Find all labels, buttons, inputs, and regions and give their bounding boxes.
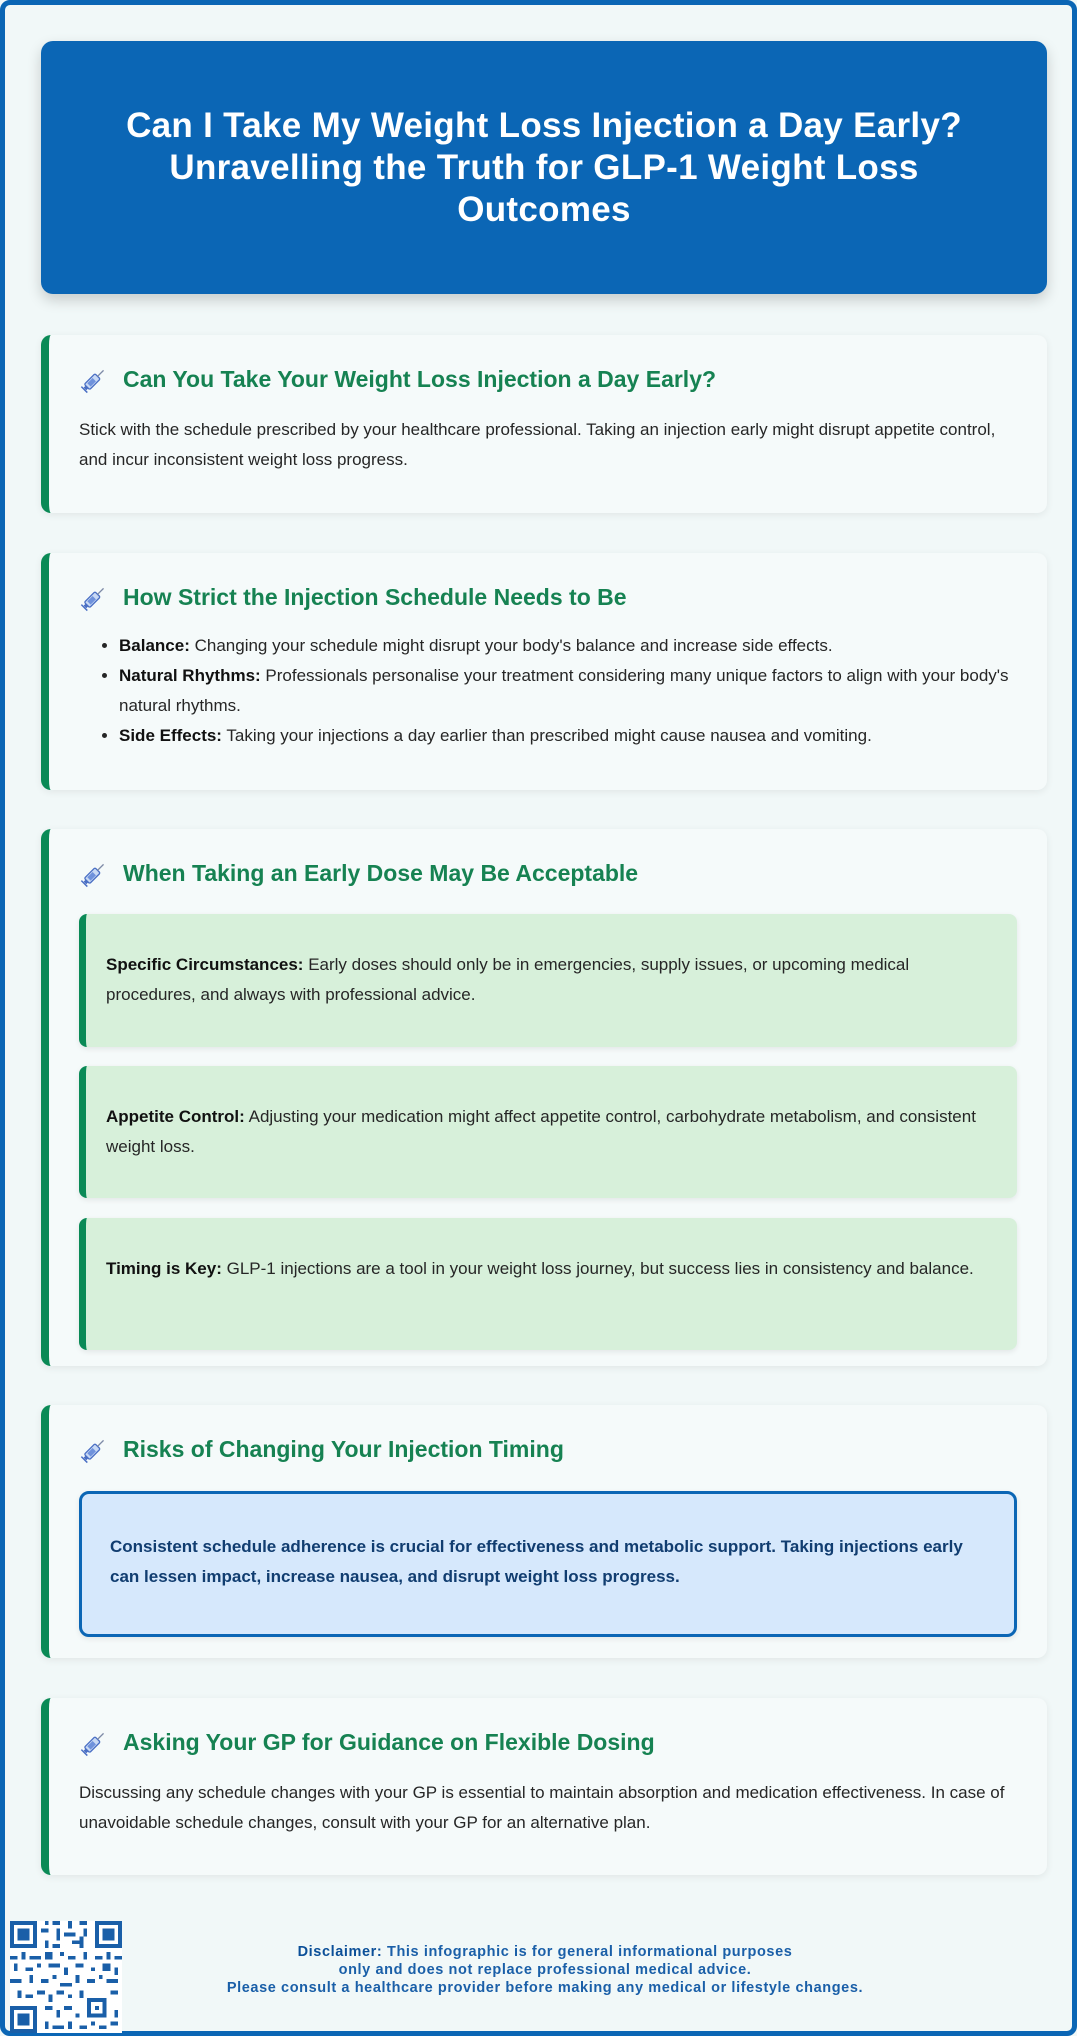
box-text: Early doses should only be in emergencies, supply issues, or upcoming medical procedures, and always with professional advice. bbox=[106, 955, 910, 1004]
item-text: Taking your injections a day earlier than prescribed might cause nausea and vomiting. bbox=[221, 726, 872, 745]
schedule-points-list bbox=[119, 631, 1017, 751]
disclaimer-label: Disclaimer: bbox=[297, 1944, 383, 1960]
section-header bbox=[79, 581, 1017, 613]
disclaimer-line: only and does not replace professional medical advice. bbox=[338, 1962, 752, 1978]
section-title: Asking Your GP for Guidance on Flexible Dosing bbox=[123, 1729, 655, 1755]
syringe-icon bbox=[79, 582, 109, 612]
section-header bbox=[79, 857, 1017, 889]
info-box-timing bbox=[79, 1218, 1017, 1350]
qr-code-icon[interactable] bbox=[10, 1921, 122, 2033]
risk-alert-box bbox=[79, 1491, 1017, 1637]
section-header bbox=[79, 1433, 1017, 1465]
section-strict-schedule bbox=[41, 553, 1047, 790]
item-label: Natural Rhythms: bbox=[119, 666, 261, 685]
page-title: Can I Take My Weight Loss Injection a Day Early? Unravelling the Truth for GLP-1 Weight Loss Outcomes bbox=[126, 105, 962, 229]
section-title: Risks of Changing Your Injection Timing bbox=[123, 1436, 564, 1462]
disclaimer bbox=[155, 1943, 935, 1997]
info-box-circumstances bbox=[79, 914, 1017, 1047]
item-text: Professionals personalise your treatment considering many unique factors to align with your body's natural rhythms. bbox=[119, 666, 1009, 715]
box-label: Specific Circumstances: bbox=[106, 955, 304, 974]
box-text: GLP-1 injections are a tool in your weight loss journey, but success lies in consistency and balance. bbox=[221, 1259, 974, 1278]
disclaimer-line: Please consult a healthcare provider before making any medical or lifestyle changes. bbox=[226, 1980, 864, 1996]
item-label: Balance: bbox=[119, 636, 190, 655]
list-item bbox=[119, 631, 1017, 661]
box-label: Appetite Control: bbox=[106, 1107, 245, 1126]
section-risks bbox=[41, 1405, 1047, 1658]
title-banner bbox=[41, 41, 1047, 294]
syringe-icon bbox=[79, 1727, 109, 1757]
syringe-icon bbox=[79, 364, 109, 394]
section-title: How Strict the Injection Schedule Needs to Be bbox=[123, 584, 627, 610]
section-header bbox=[79, 1726, 1017, 1758]
section-header bbox=[79, 363, 1017, 395]
info-box-appetite bbox=[79, 1066, 1017, 1198]
alert-text: Consistent schedule adherence is crucial for effectiveness and metabolic support. Taking injections early can lessen impact, increase nausea, and disrupt weight loss progress. bbox=[110, 1537, 963, 1586]
box-label: Timing is Key: bbox=[106, 1259, 222, 1278]
item-label: Side Effects: bbox=[119, 726, 222, 745]
section-title: When Taking an Early Dose May Be Acceptable bbox=[123, 860, 639, 886]
section-early-injection bbox=[41, 335, 1047, 513]
syringe-icon bbox=[79, 1434, 109, 1464]
disclaimer-text: This infographic is for general informational purposes bbox=[382, 1944, 793, 1960]
section-text: Stick with the schedule prescribed by your healthcare professional. Taking an injection early might disrupt appetite control, and incur inconsistent weight loss progress. bbox=[79, 420, 996, 469]
box-text: Adjusting your medication might affect appetite control, carbohydrate metabolism, and consistent weight loss. bbox=[106, 1107, 976, 1156]
footer bbox=[5, 1913, 1072, 2031]
section-title: Can You Take Your Weight Loss Injection a Day Early? bbox=[123, 366, 717, 392]
section-gp-guidance bbox=[41, 1698, 1047, 1875]
syringe-icon bbox=[79, 858, 109, 888]
section-text: Discussing any schedule changes with your GP is essential to maintain absorption and medication effectiveness. In case of unavoidable schedule changes, consult with your GP for an alternative plan. bbox=[79, 1783, 1005, 1832]
list-item bbox=[119, 721, 1017, 751]
disclaimer-line bbox=[155, 1943, 935, 1961]
section-acceptable-early-dose bbox=[41, 829, 1047, 1366]
item-text: Changing your schedule might disrupt your body's balance and increase side effects. bbox=[189, 636, 833, 655]
list-item bbox=[119, 661, 1017, 721]
infographic bbox=[41, 41, 1047, 1832]
